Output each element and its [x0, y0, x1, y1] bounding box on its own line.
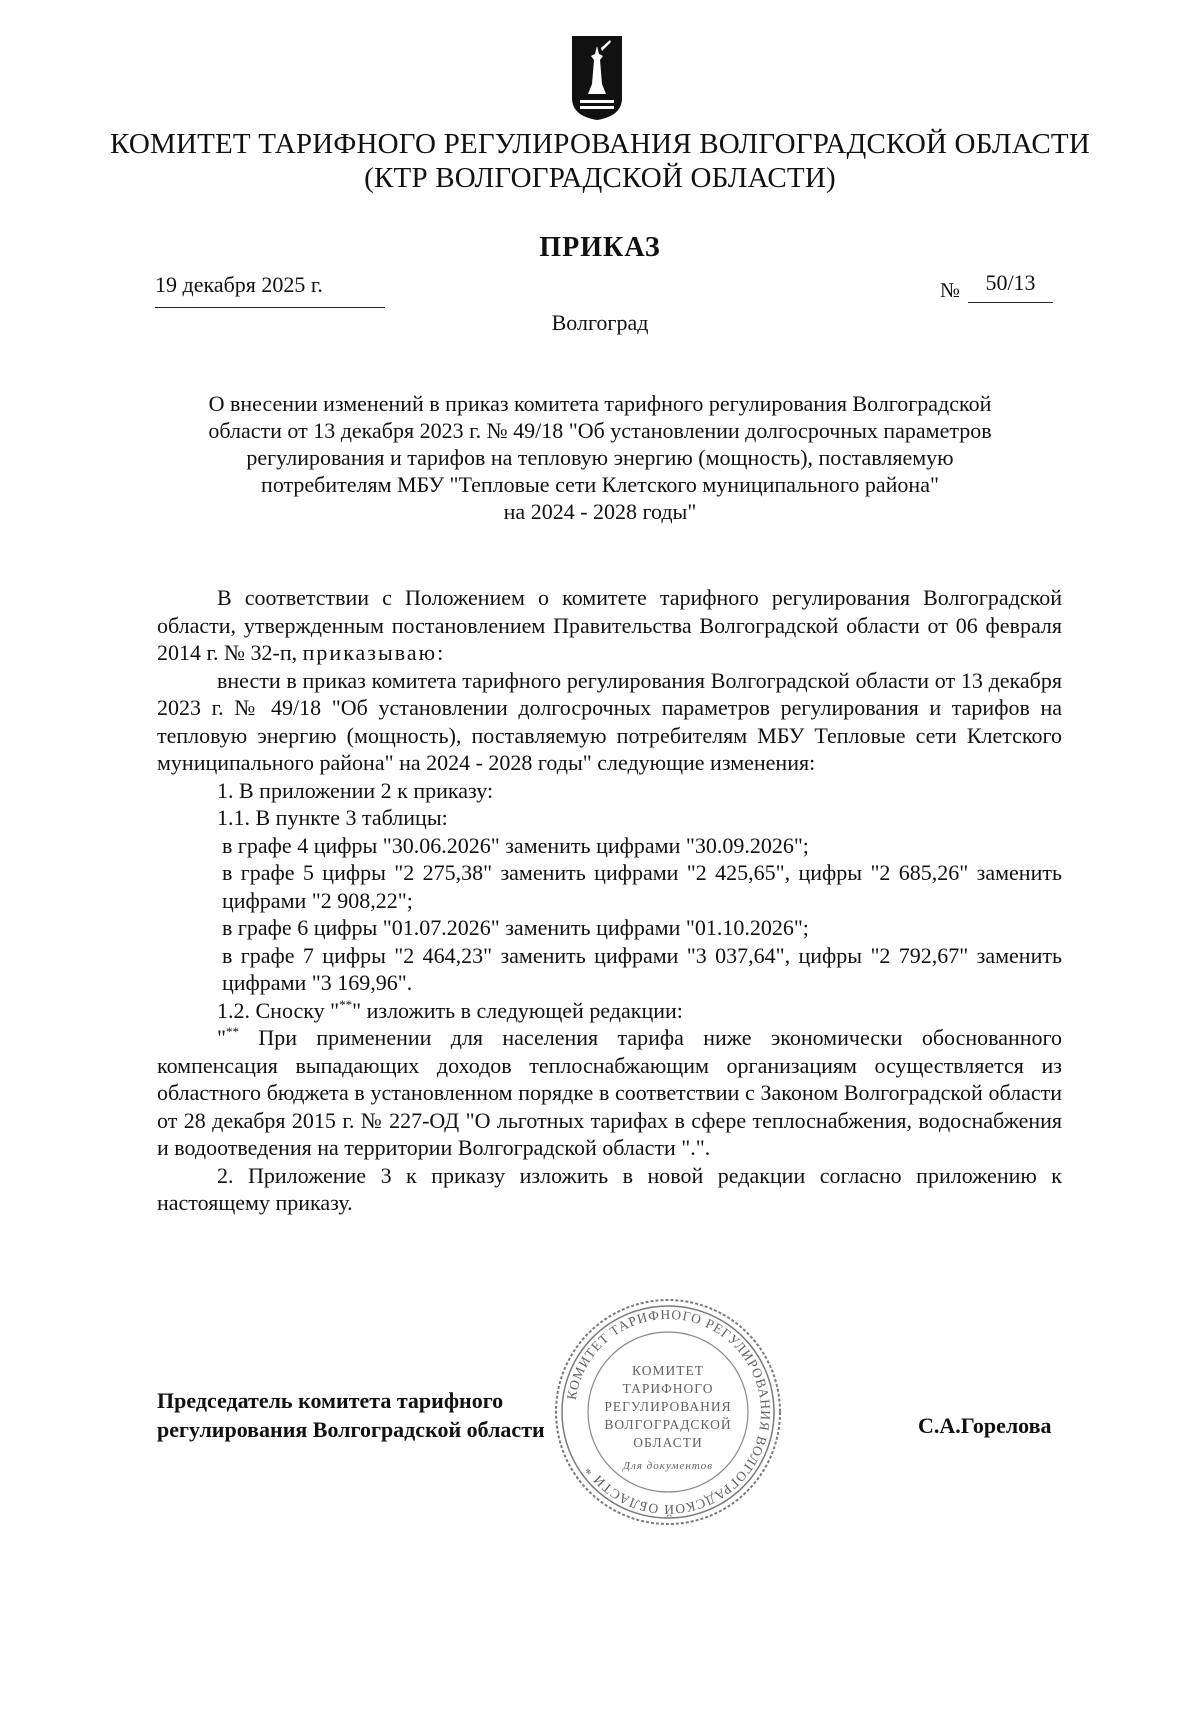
- signatory-position: [157, 1386, 617, 1444]
- seal-line: ВОЛГОГРАДСКОЙ: [604, 1417, 732, 1432]
- footnote-mark: **: [339, 996, 353, 1012]
- seal-line: Для документов: [622, 1460, 714, 1472]
- change-column-6: в графе 6 цифры "01.07.2026" заменить цифрами "01.10.2026";: [222, 915, 809, 940]
- date-underline: [155, 307, 385, 308]
- order-word: приказываю:: [302, 640, 446, 665]
- document-city: Волгоград: [551, 310, 649, 335]
- item-1-2: [157, 997, 1062, 1025]
- document-body: [157, 584, 1062, 1217]
- subject-line: области от 13 декабря 2023 г. № 49/18 "Об установлении долгосрочных параметров: [208, 418, 992, 443]
- item-1-2-end: " изложить в следующей редакции:: [352, 997, 683, 1023]
- change-column-4: в графе 4 цифры "30.06.2026" заменить цифрами "30.09.2026";: [222, 832, 809, 858]
- document-type: ПРИКАЗ: [539, 232, 661, 263]
- item-1-2-start: 1.2. Сноску ": [217, 997, 340, 1023]
- volgograd-coat-of-arms-icon: [570, 34, 624, 122]
- subject-line: на 2024 - 2028 годы": [503, 499, 697, 524]
- subject-line: потребителям МБУ "Тепловые сети Клетского муниципального района": [261, 472, 939, 497]
- seal-line: ТАРИФНОГО: [622, 1381, 714, 1396]
- footnote-text: [157, 1024, 1062, 1162]
- organization-short-name: (КТР ВОЛГОГРАДСКОЙ ОБЛАСТИ): [364, 162, 836, 194]
- number-sign: №: [940, 278, 961, 302]
- item-1: 1. В приложении 2 к приказу:: [217, 777, 494, 803]
- item-1-1: 1.1. В пункте 3 таблицы:: [217, 805, 448, 830]
- document-number: 50/13: [985, 270, 1036, 295]
- document-subject: [160, 390, 1040, 525]
- change-column-5: в графе 5 цифры "2 275,38" заменить цифрами "2 425,65", цифры "2 685,26" заменить цифрами "2 908,22";: [222, 860, 1062, 913]
- signatory-name: С.А.Горелова: [918, 1413, 1052, 1438]
- footnote-mark: **: [225, 1024, 239, 1039]
- preamble-paragraph: [157, 584, 1062, 667]
- preamble-text: В соответствии с Положением о комитете тарифного регулирования Волгоградской области, утвержденным постановлением Правительства Волгоградской области от 06 февраля 2014 г. № 32-п,: [157, 585, 1062, 665]
- order-paragraph: внести в приказ комитета тарифного регулирования Волгоградской области от 13 декабря 2023 г. № 49/18 "Об установлении долгосрочных параметров регулирования и тарифов на тепловую энергию (мощность), поставляемую потребителям МБУ Тепловые сети Клетского муниципального района" на 2024 - 2028 годы" следующие изменения:: [157, 667, 1062, 775]
- change-column-7: в графе 7 цифры "2 464,23" заменить цифрами "3 037,64", цифры "2 792,67" заменить цифрами "3 169,96".: [222, 942, 1062, 995]
- seal-ring-path: КОМИТЕТ ТАРИФНОГО РЕГУЛИРОВАНИЯ ВОЛГОГРАДСКОЙ ОБЛАСТИ *: [563, 1306, 774, 1518]
- document-date: 19 декабря 2025 г.: [155, 272, 323, 297]
- seal-line: ОБЛАСТИ: [633, 1435, 703, 1450]
- organization-name: КОМИТЕТ ТАРИФНОГО РЕГУЛИРОВАНИЯ ВОЛГОГРАДСКОЙ ОБЛАСТИ: [110, 128, 1090, 160]
- footnote-open-quote: ": [217, 1025, 226, 1050]
- footnote-body: При применении для населения тарифа ниже экономически обоснованного компенсация выпадающих доходов теплоснабжающим организациям осуществляется из областного бюджета в установленном порядке в соответствии с Законом Волгоградской области от 28 декабря 2015 г. № 227-ОД "О льготных тарифах в сфере теплоснабжения, водоснабжения и водоотведения на территории Волгоградской области ".".: [157, 1025, 1062, 1160]
- number-underline: [968, 302, 1053, 303]
- item-2: 2. Приложение 3 к приказу изложить в новой редакции согласно приложению к настоящему приказу.: [157, 1162, 1062, 1215]
- position-line: Председатель комитета тарифного: [157, 1388, 504, 1413]
- subject-line: О внесении изменений в приказ комитета тарифного регулирования Волгоградской: [208, 391, 992, 416]
- seal-line: КОМИТЕТ: [632, 1363, 704, 1378]
- seal-line: РЕГУЛИРОВАНИЯ: [604, 1399, 732, 1414]
- position-line: регулирования Волгоградской области: [157, 1417, 545, 1442]
- subject-line: регулирования и тарифов на тепловую энергию (мощность), поставляемую: [246, 445, 954, 470]
